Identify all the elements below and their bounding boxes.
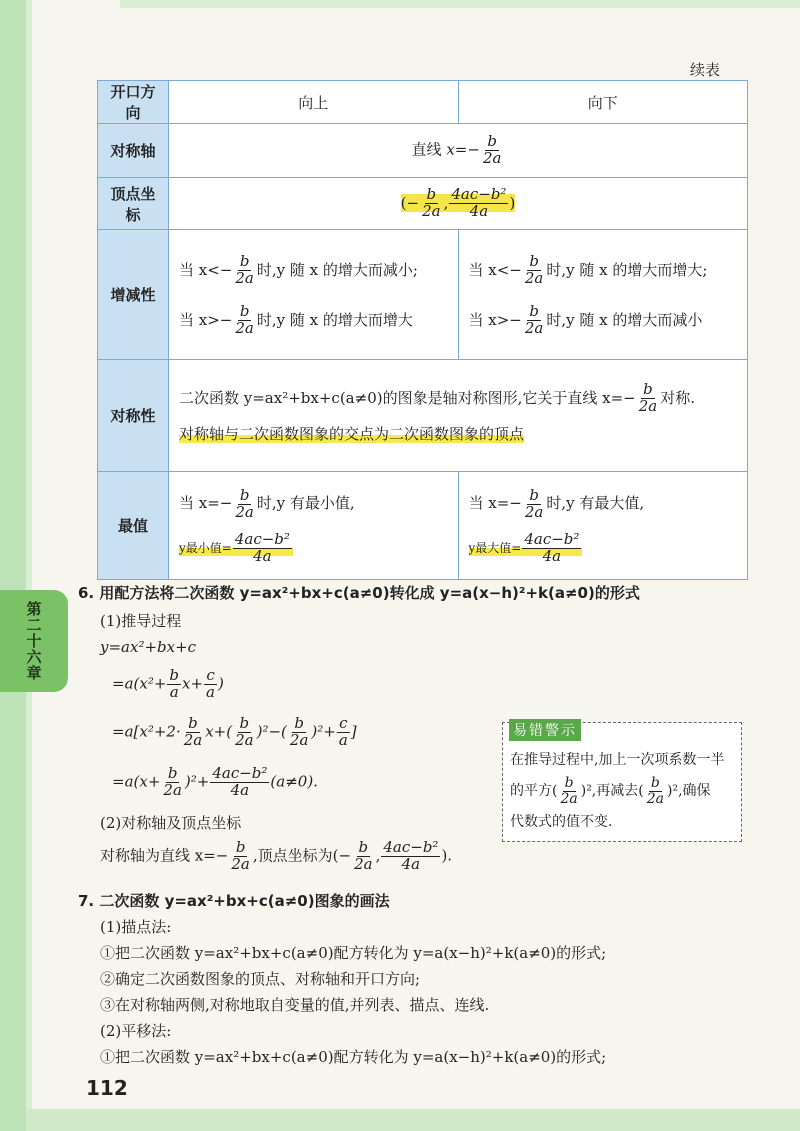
top-strip (120, 0, 800, 8)
derivation-line2: =a(x²+ $\frac{b}{a}$ x+ $\frac{c}{a}$ ) (112, 666, 224, 701)
cell-symmetry: 二次函数 y=ax²+bx+c(a≠0)的图象是轴对称图形,它关于直线 x=− $\frac{b}{2a}$ 对称. 对称轴与二次函数图象的交点为二次函数图象的顶点 (169, 360, 748, 472)
row-monotonic (98, 230, 748, 360)
row-header: 开口方向 (98, 81, 169, 124)
cell-monotonic-down: 当 x<− $\frac{b}{2a}$ 时,y 随 x 的增大而增大; 当 x>− $\frac{b}{2a}$ 时,y 随 x 的增大而减小 (458, 230, 748, 360)
derivation-line4: =a(x+ $\frac{b}{2a}$ )²+ $\frac{\text{4ac−b²}}{4a}$ (a≠0). (112, 764, 318, 799)
page-number: 112 (86, 1076, 128, 1100)
row-opening (98, 81, 748, 124)
cell-axis: 直线 x=− $\frac{b}{2a}$ (169, 124, 748, 178)
section7-step2: ②确定二次函数图象的顶点、对称轴和开口方向; (100, 970, 421, 988)
highlight: (− $\frac{b}{2a}$ , $\frac{\text{4ac−b²}}{4a}$ ) (400, 185, 516, 220)
cell-extreme-up: 当 x=− $\frac{b}{2a}$ 时,y 有最小值, y最小值= $\frac{\text{4ac−b²}}{4a}$ (169, 472, 459, 580)
section7-title: 7. 二次函数 y=ax²+bx+c(a≠0)图象的画法 (78, 892, 390, 910)
section6-title: 6. 用配方法将二次函数 y=ax²+bx+c(a≠0)转化成 y=a(x−h)²+k(a≠0)的形式 (78, 584, 640, 602)
chapter-tab: 第二十六章 (0, 590, 68, 692)
warning-title: 易错警示 (509, 719, 581, 741)
row-header: 对称轴 (98, 124, 169, 178)
section7-sub2: (2)平移法: (100, 1022, 172, 1040)
page-margin-strip-light (26, 0, 32, 1131)
highlight: 对称轴与二次函数图象的交点为二次函数图象的顶点 (179, 424, 525, 443)
row-axis (98, 124, 748, 178)
warning-body: 在推导过程中,加上一次项系数一半 的平方( $\frac{b}{2a}$ )²,再减去( $\frac{b}{2a}$ )²,确保 代数式的值不变. (510, 752, 725, 831)
row-header: 顶点坐标 (98, 178, 169, 230)
row-vertex (98, 178, 748, 230)
row-extreme (98, 472, 748, 580)
axis-vertex-line: 对称轴为直线 x=− $\frac{b}{2a}$ ,顶点坐标为(− $\frac{b}{2a}$ , $\frac{\text{4ac−b²}}{4a}$ ). (100, 838, 453, 873)
cell-down: 向下 (458, 81, 748, 124)
section7-sub1: (1)描点法: (100, 918, 172, 936)
cell-extreme-down: 当 x=− $\frac{b}{2a}$ 时,y 有最大值, y最大值= $\frac{\text{4ac−b²}}{4a}$ (458, 472, 748, 580)
derivation-line3: =a[x²+2· $\frac{b}{2a}$ x+( $\frac{b}{2a}$ )²−( $\frac{b}{2a}$ )²+ $\frac{c}{a}$ ] (112, 714, 357, 749)
row-header: 对称性 (98, 360, 169, 472)
section7-step4: ①把二次函数 y=ax²+bx+c(a≠0)配方转化为 y=a(x−h)²+k(a≠0)的形式; (100, 1048, 607, 1066)
section7-step3: ③在对称轴两侧,对称地取自变量的值,并列表、描点、连线. (100, 996, 490, 1014)
bottom-strip (26, 1109, 800, 1131)
cell-monotonic-up: 当 x<− $\frac{b}{2a}$ 时,y 随 x 的增大而减小; 当 x>− $\frac{b}{2a}$ 时,y 随 x 的增大而增大 (169, 230, 459, 360)
fraction: $\frac{b}{2a}$ (482, 132, 502, 167)
row-header: 最值 (98, 472, 169, 580)
row-header: 增减性 (98, 230, 169, 360)
warning-box (502, 722, 742, 842)
properties-table (97, 80, 748, 580)
cell-up: 向上 (169, 81, 459, 124)
cell-vertex (169, 178, 748, 230)
derivation-line1: y=ax²+bx+c (100, 638, 197, 656)
section7-step1: ①把二次函数 y=ax²+bx+c(a≠0)配方转化为 y=a(x−h)²+k(a≠0)的形式; (100, 944, 607, 962)
continued-label: 续表 (689, 61, 720, 79)
section6-sub2: (2)对称轴及顶点坐标 (100, 814, 242, 832)
row-symmetry (98, 360, 748, 472)
page-margin-strip (0, 0, 26, 1131)
section6-sub1: (1)推导过程 (100, 612, 182, 630)
